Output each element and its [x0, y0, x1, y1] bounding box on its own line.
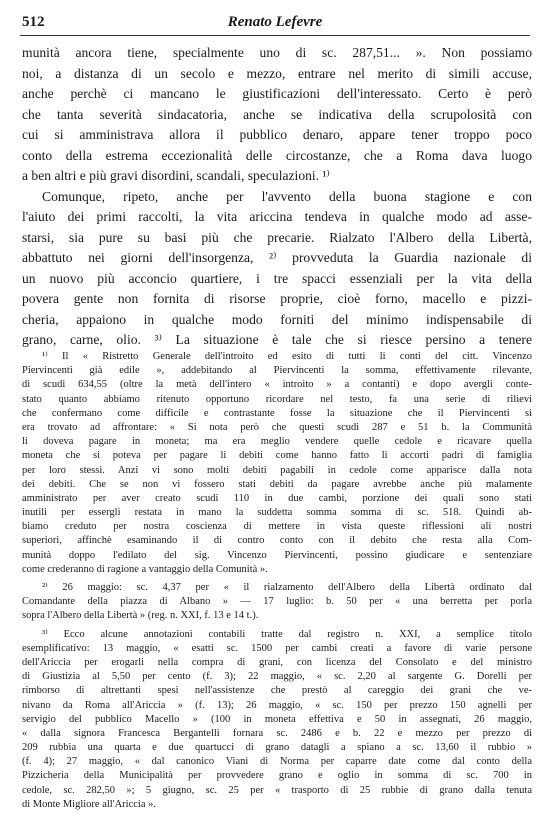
footnote-line: come crederanno di ragione a vantaggio della Comunità ».: [22, 563, 268, 575]
body-line: Comunque, ripeto, anche per l'avvento della buona stagione e con: [42, 188, 532, 204]
body-line: grano, carne, olio. ³⁾ La situazione è tale che si riesce persino a tenere: [22, 332, 532, 347]
footnote-line: 209 rubbia una quarta e due quartucci di grano datagli a spiano a sc. 13,60 il rubbio »: [22, 742, 532, 754]
footnote-line: che confermano come difficile e contrastante fosse la situazione che il Piervincenti si: [22, 407, 532, 419]
page-header: [22, 14, 528, 36]
footnote-line: superiori, affinchè esaminando il di contro conto con il debito che resta alla Com-: [22, 535, 532, 547]
footnote-line: (f. 4); 27 maggio, « dal canonico Viani di Norma per caparre date come dal conto della: [22, 756, 532, 768]
footnote-line: ²⁾ 26 maggio: sc. 4,37 per « il rialzamento dell'Albero della Libertà ordinato dal: [42, 582, 532, 593]
body-line: conto della estrema eccezionalità delle circostanze, che a Roma dava luogo: [22, 147, 532, 163]
footnote-line: li doveva pagare in moneta; ma era meglio vendere quelle cedole e ricavare quella: [22, 436, 532, 448]
body-line: a ben altri e più gravi disordini, scandali, speculazioni. ¹⁾: [22, 168, 330, 183]
body-line: che tanta severità sindacatoria, anche se indicativa della scrupolosità con: [22, 106, 532, 122]
footnote-line: ³⁾ Ecco alcune annotazioni contabili tratte dal registro n. XXI, a semplice titolo: [42, 628, 532, 640]
body-line: munità ancora tiene, specialmente uno di sc. 287,51... ». Non possiamo: [22, 45, 532, 60]
footnote-line: era trovato ad affrontare: « Si nota però che questi scudi 287 e 51 b. la Communità: [22, 421, 532, 433]
footnote-line: « dalla signora Francesca Bergantelli fornara sc. 2486 e b. 22 e mezzo per prezzo di: [22, 727, 532, 739]
footnote-line: esemplificativo: 13 maggio, « esatti sc. 1500 per cambi creati a favore di varie persone: [22, 642, 532, 654]
footnote-line: di scudi 634,55 (oltre la metà dell'intero « introito » a contanti) e dopo avergli conte-: [22, 379, 532, 391]
footnote-1: [22, 350, 532, 577]
footnote-line: Comandante della piazza di Albano » — 17 luglio: b. 50 per « una berretta per porla: [22, 596, 532, 608]
footnote-line: sopra l'Albero della Libertà » (reg. n. XXI, f. 13 e 14 t.).: [22, 610, 259, 622]
body-line: starsi, sia pure su basi più che precarie. Rialzato l'Albero della Libertà,: [22, 229, 532, 245]
footnote-line: per loro stessi. Anzi vi sono molti debiti pagabili in cedole come apparisce dalla nota: [22, 464, 532, 476]
body-line: l'aiuto dei primi raccolti, la vita ariccina tendeva in qualche modo ad asse-: [22, 209, 532, 224]
footnote-line: munità doppo l'edilato del sig. Vincenzo Piervincenti, possino giudicare e sentenziare: [22, 549, 532, 561]
footnote-line: rimborso di altrettanti spesi nell'assistenze che prestò al careggio dei grani che ve-: [22, 685, 532, 697]
footnote-line: biamo creduto per nostra coscienza di mettere in vista queste riflessioni ali nostri: [22, 521, 532, 533]
footnote-line: cedole, sc. 282,50 »; 5 giugno, sc. 25 per « trasporto di 25 rubbie di grano dalla tenuta: [22, 784, 532, 796]
body-line: noi, a distanza di un secolo e mezzo, entrare nel merito di simili accuse,: [22, 65, 532, 81]
running-title: Renato Lefevre: [227, 14, 323, 30]
body-line: povera gente non fornita di risorse proprie, cioè forno, macello e pizzi-: [22, 291, 532, 306]
body-line: cheria, appaiono in qualche modo forniti del minimo indispensabile di: [22, 311, 532, 327]
footnote-line: stato quanto abbiamo ritenuto opportuno ricordare nel testo, fa una serie di rilievi: [22, 393, 532, 405]
footnote-line: dei debiti. Che se non vi fossero stati debiti da pagare avrebbe anche più malamente: [22, 478, 532, 490]
footnote-line: servigio del pubblico Macello » (100 in moneta effettiva e 50 in assegnati, 26 maggio,: [22, 713, 532, 725]
body-line: anche perchè ci mancano le giustificazioni dell'interessato. Certo è però: [22, 86, 532, 101]
footnote-line: di Monte Migliore all'Ariccia ».: [22, 798, 156, 810]
footnote-line: amministrato per aver creato scudi 110 in due cambi, porzione dei quali sono stati: [22, 492, 532, 504]
body-line: abbattuto nei giorni dell'insorgenza, ²⁾ provveduta la Guardia nazionale di: [22, 250, 532, 265]
footnote-line: inutili per essergli restata in mano la suddetta somma somma di sc. 518. Quindi ab-: [22, 507, 532, 519]
footnote-3: [22, 628, 532, 812]
footnote-line: Pizzicheria della Municipalità per provvedere grano e oglio in somma di sc. 700 in: [22, 770, 532, 782]
footnote-2: [22, 581, 532, 624]
footnote-line: di Giustizia al 5,50 per cento (f. 3); 22 maggio, « sc. 2,20 al sargente G. Dorelli per: [22, 671, 532, 683]
footnote-line: ¹⁾ Il « Ristretto Generale dell'introito ed esito di tutti li conti del citt. Vincenzo: [42, 351, 532, 362]
body-line: cui si amministrava allora il pubblico denaro, appare tener troppo poco: [22, 127, 532, 142]
footnote-line: Piervincenti già edile », addebitando al Piervincenti la somma, effettivamente rilevante,: [22, 365, 532, 377]
main-text: [22, 43, 532, 351]
footnote-line: nivano da Roma all'Ariccia » (f. 13); 26 maggio, « sc. 150 per prezzo 150 agnelli per: [22, 699, 532, 711]
footnotes: [22, 350, 532, 812]
footnote-line: moneta che si poteva per pagare li debiti come hanno fatto li accorti padri di famiglia: [22, 450, 532, 462]
header-rule: [20, 35, 530, 36]
footnote-line: dell'Ariccia per erogarli nella compra di grani, con licenza del Consolato e del ministro: [22, 656, 532, 668]
body-line: un nuovo più acconcio quartiere, i tre spacci essenziali per la vita della: [22, 270, 532, 286]
page-number: 512: [22, 14, 45, 30]
